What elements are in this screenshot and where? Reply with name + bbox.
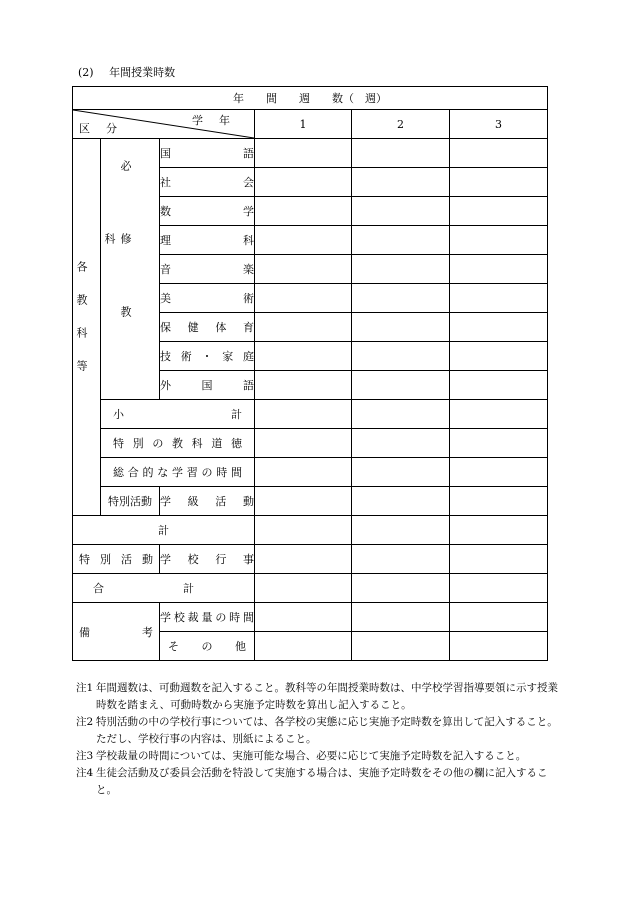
grade-header-3: 3 [450,110,548,139]
subject-tech-home: 技術・家庭 [160,342,255,371]
input-cell[interactable] [450,516,548,545]
category-label: 区分 [79,122,133,135]
school-discretion-label: 学校裁量の時間 [160,603,255,632]
input-cell[interactable] [450,255,548,284]
subject-foreign-language: 外国語 [160,371,255,400]
note-text: 学校裁量の時間については、実施可能な場合、必要に応じて実施予定時数を記入すること。 [96,750,527,762]
input-cell[interactable] [450,371,548,400]
annual-hours-table [72,86,548,661]
subject-social: 社会 [160,168,255,197]
input-cell[interactable] [450,429,548,458]
input-cell[interactable] [352,342,450,371]
input-cell[interactable] [450,458,548,487]
input-cell[interactable] [352,139,450,168]
subject-science: 理科 [160,226,255,255]
section-title: 年間授業時数 [109,66,176,79]
special-activities-row-label: 特別活動 [73,545,160,574]
notes-section [76,680,566,799]
input-cell[interactable] [255,255,352,284]
input-cell[interactable] [450,226,548,255]
input-cell[interactable] [450,545,548,574]
input-cell[interactable] [450,284,548,313]
input-cell[interactable] [352,458,450,487]
input-cell[interactable] [352,197,450,226]
input-cell[interactable] [255,139,352,168]
grade-header-2: 2 [352,110,450,139]
input-cell[interactable] [255,487,352,516]
input-cell[interactable] [450,197,548,226]
annual-weeks-header: 年 間 週 数（ 週） [73,87,548,110]
input-cell[interactable] [255,632,352,661]
input-cell[interactable] [255,603,352,632]
input-cell[interactable] [352,371,450,400]
note-text: 特別活動の中の学校行事については、各学校の実態に応じ実施予定時数を算出して記入すること。ただし、学校行事の内容は、別紙によること。 [96,716,558,745]
input-cell[interactable] [352,429,450,458]
input-cell[interactable] [450,313,548,342]
note-text: 年間週数は、可動週数を記入すること。教科等の年間授業時数は、中学校学習指導要領に示す授業時数を踏まえ、可動時数から実施予定時数を算出し記入すること。 [96,682,558,711]
note-label: 注1 [76,682,94,694]
input-cell[interactable] [255,226,352,255]
section-number: (2) [78,66,94,79]
input-cell[interactable] [352,487,450,516]
input-cell[interactable] [352,603,450,632]
subject-music: 音楽 [160,255,255,284]
input-cell[interactable] [352,574,450,603]
input-cell[interactable] [255,574,352,603]
input-cell[interactable] [255,400,352,429]
input-cell[interactable] [255,371,352,400]
input-cell[interactable] [450,139,548,168]
integrated-study-label: 総合的な学習の時間 [101,458,255,487]
class-activities-label: 学級活動 [160,487,255,516]
input-cell[interactable] [255,197,352,226]
subject-math: 数学 [160,197,255,226]
input-cell[interactable] [352,545,450,574]
input-cell[interactable] [255,545,352,574]
note-text: 生徒会活動及び委員会活動を特設して実施する場合は、実施予定時数をその他の欄に記入すること。 [96,767,548,796]
subject-health-pe: 保健体育 [160,313,255,342]
note-label: 注3 [76,750,94,762]
special-activities-label: 特別活動 [101,487,160,516]
input-cell[interactable] [255,458,352,487]
input-cell[interactable] [352,313,450,342]
input-cell[interactable] [450,342,548,371]
subjects-group-text: 各教科等 [75,261,88,393]
subject-art: 美術 [160,284,255,313]
subjects-group-label [73,139,101,516]
remarks-label: 備考 [73,603,160,661]
note-3 [76,748,566,765]
subject-japanese: 国語 [160,139,255,168]
input-cell[interactable] [255,429,352,458]
input-cell[interactable] [450,400,548,429]
input-cell[interactable] [255,168,352,197]
note-4 [76,765,566,799]
input-cell[interactable] [255,313,352,342]
note-1 [76,680,566,714]
note-label: 注2 [76,716,94,728]
grade-header-1: 1 [255,110,352,139]
input-cell[interactable] [352,255,450,284]
input-cell[interactable] [255,342,352,371]
grade-label: 学年 [192,114,246,127]
diagonal-header-cell [73,110,255,139]
input-cell[interactable] [450,603,548,632]
input-cell[interactable] [255,516,352,545]
input-cell[interactable] [352,168,450,197]
input-cell[interactable] [352,226,450,255]
input-cell[interactable] [255,284,352,313]
input-cell[interactable] [352,284,450,313]
input-cell[interactable] [352,400,450,429]
input-cell[interactable] [352,516,450,545]
input-cell[interactable] [352,632,450,661]
moral-education-label: 特別の教科道徳 [101,429,255,458]
other-label: その他 [160,632,255,661]
grand-total-label: 合計 [73,574,255,603]
school-events-label: 学校行事 [160,545,255,574]
required-subjects-label [101,139,160,400]
input-cell[interactable] [450,487,548,516]
subtotal-label: 小計 [101,400,255,429]
input-cell[interactable] [450,168,548,197]
note-2 [76,714,566,748]
total-label: 計 [73,516,255,545]
input-cell[interactable] [450,574,548,603]
section-heading [78,64,175,80]
input-cell[interactable] [450,632,548,661]
note-label: 注4 [76,767,94,779]
required-subjects-text: 必修教科 [103,159,132,379]
